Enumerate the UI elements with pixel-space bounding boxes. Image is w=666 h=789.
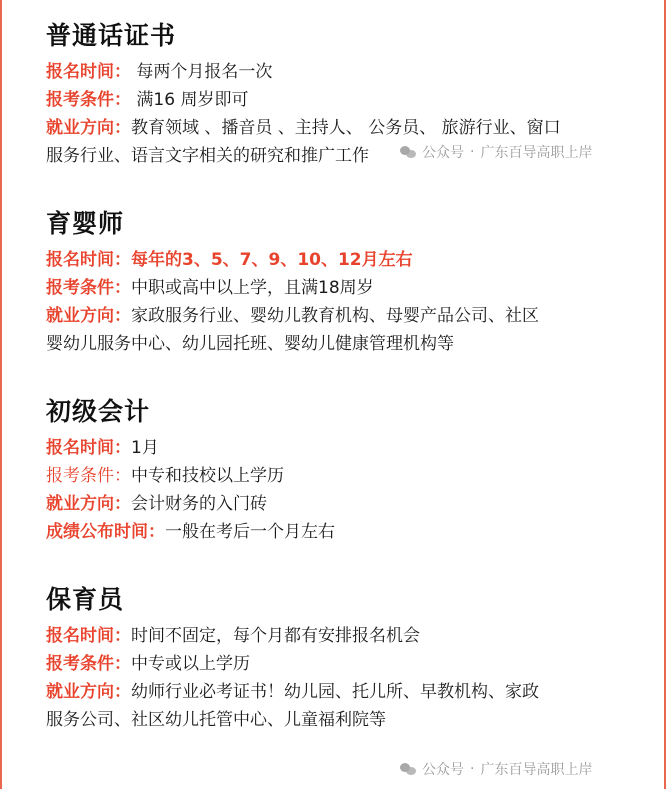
section-title: 初级会计 (46, 397, 151, 426)
line-value: 满16 周岁即可 (131, 90, 249, 110)
watermark-account: 广东百导高职上岸 (480, 145, 593, 161)
info-line (46, 246, 646, 274)
line-label: 报考条件： (46, 654, 131, 674)
section-title: 育婴师 (46, 209, 125, 238)
line-value: 1月 (131, 438, 159, 458)
line-continuation: 婴幼儿服务中心、幼儿园托班、婴幼儿健康管理机构等 (46, 334, 454, 354)
line-value: 家政服务行业、婴幼儿教育机构、母婴产品公司、社区 (131, 306, 539, 326)
wechat-icon (400, 763, 416, 775)
info-line (46, 302, 646, 330)
info-line (46, 58, 646, 86)
info-line (46, 434, 646, 462)
line-value: 教育领域 、播音员 、主持人、 公务员、 旅游行业、窗口 (131, 118, 561, 138)
line-label: 成绩公布时间： (46, 522, 165, 542)
line-label: 就业方向： (46, 118, 131, 138)
line-continuation: 服务行业、语言文字相关的研究和推广工作 (46, 146, 369, 166)
watermark (400, 759, 592, 779)
section-yuyingshi (46, 202, 646, 358)
section-baoyuyuan (46, 578, 646, 734)
line-value: 中专或以上学历 (131, 654, 250, 674)
line-label: 报名时间： (46, 438, 131, 458)
line-value: 时间不固定，每个月都有安排报名机会 (131, 626, 420, 646)
line-value: 会计财务的入门砖 (131, 494, 267, 514)
section-chuji-kuaiji (46, 390, 646, 546)
watermark-account: 广东百导高职上岸 (480, 762, 593, 778)
line-value: 幼师行业必考证书！幼儿园、托儿所、早教机构、家政 (131, 682, 539, 702)
line-label: 就业方向： (46, 306, 131, 326)
line-label: 就业方向： (46, 682, 131, 702)
watermark-separator: · (470, 761, 475, 777)
line-label: 就业方向： (46, 494, 131, 514)
info-line (46, 114, 646, 142)
section-title: 保育员 (46, 585, 125, 614)
watermark-separator: · (470, 144, 475, 160)
line-continuation: 服务公司、社区幼儿托管中心、儿童福利院等 (46, 710, 386, 730)
info-line (46, 678, 646, 706)
info-line (46, 274, 646, 302)
line-value: 中专和技校以上学历 (131, 466, 284, 486)
line-value: 一般在考后一个月左右 (165, 522, 335, 542)
info-line (46, 622, 646, 650)
info-line (46, 490, 646, 518)
left-border (0, 0, 2, 789)
watermark-platform: 公众号 (422, 145, 464, 161)
line-label: 报名时间： (46, 62, 131, 82)
line-label: 报考条件： (46, 466, 131, 486)
info-line (46, 462, 646, 490)
watermark (400, 142, 592, 162)
line-value: 中职或高中以上学，且满18周岁 (131, 278, 374, 298)
line-label: 报考条件： (46, 278, 131, 298)
info-line (46, 86, 646, 114)
wechat-icon (400, 146, 416, 158)
line-value: 每两个月报名一次 (131, 62, 273, 82)
certificate-list (46, 14, 646, 734)
line-value-highlighted: 每年的3、5、7、9、10、12月左右 (131, 250, 413, 270)
line-label: 报名时间： (46, 626, 131, 646)
info-line (46, 650, 646, 678)
watermark-platform: 公众号 (422, 762, 464, 778)
info-line (46, 518, 646, 546)
line-label: 报名时间： (46, 250, 131, 270)
section-title: 普通话证书 (46, 21, 177, 50)
line-label: 报考条件： (46, 90, 131, 110)
